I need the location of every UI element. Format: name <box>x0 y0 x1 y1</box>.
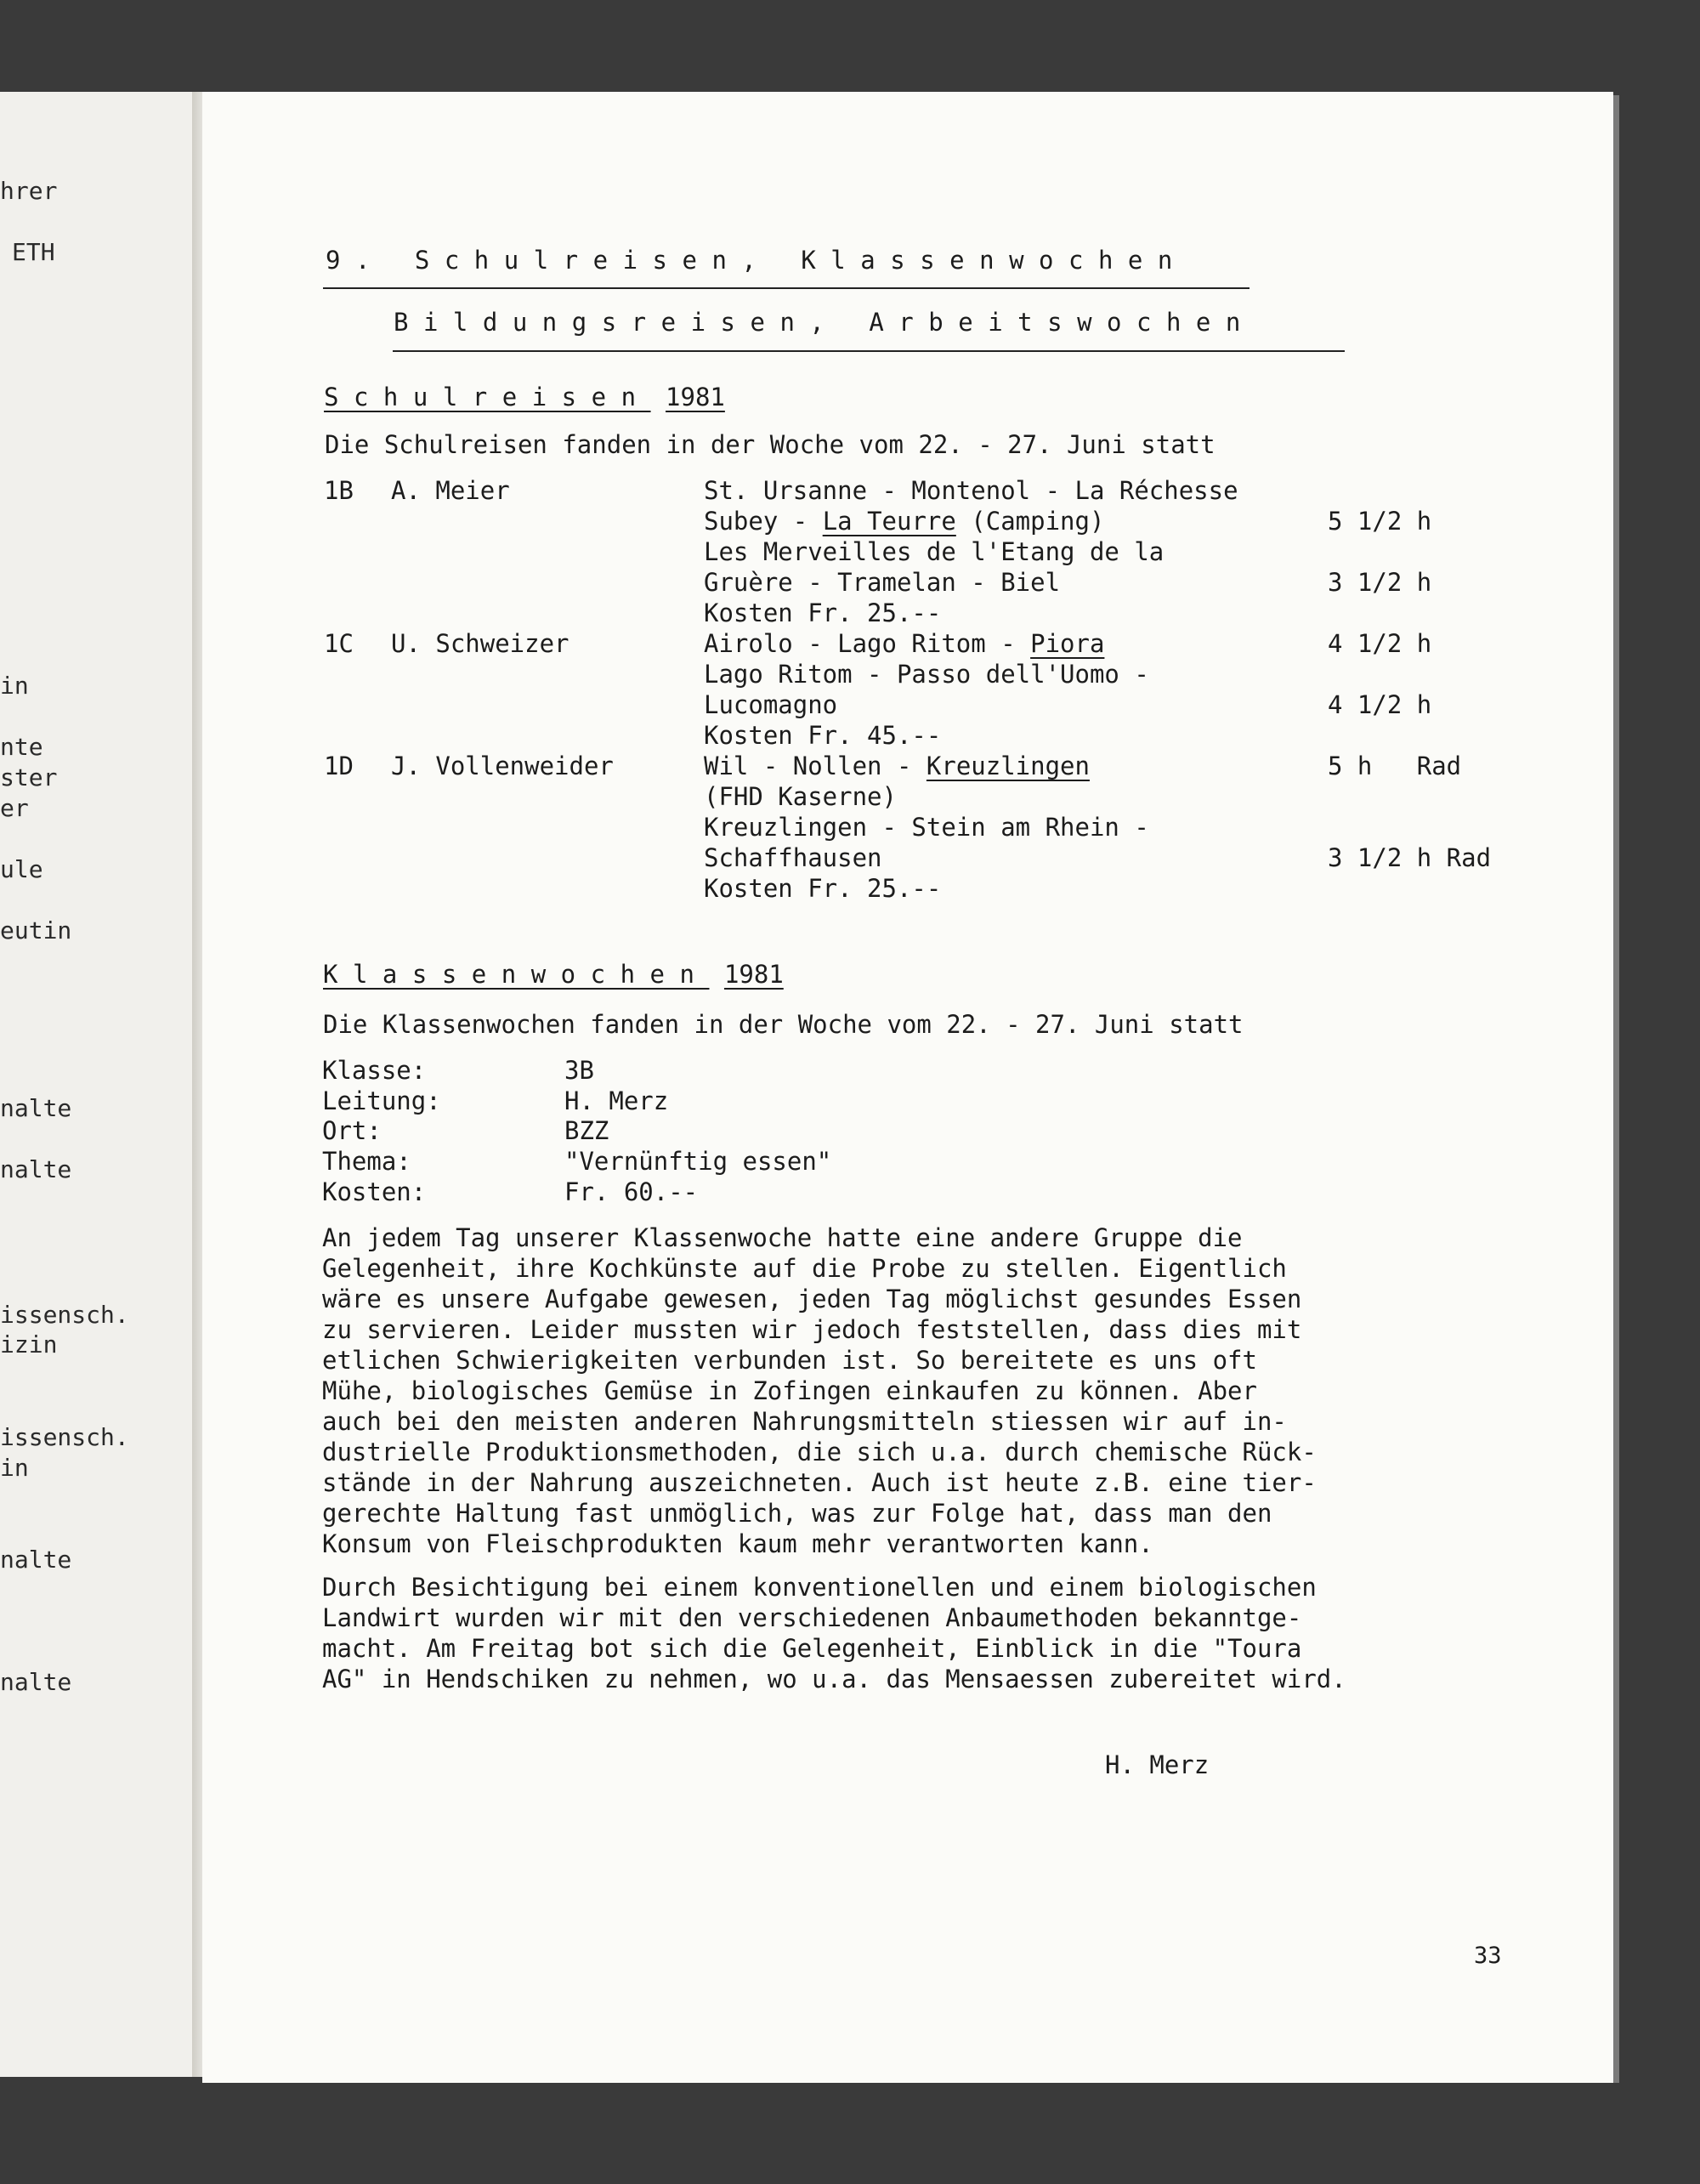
page-number: 33 <box>1474 1943 1502 1969</box>
trip-duration: 5 h Rad <box>1328 752 1462 780</box>
left-page-fragment: issensch. <box>0 1423 129 1451</box>
left-page-fragment: ETH <box>12 238 55 266</box>
paragraph-line: Konsum von Fleischprodukten kaum mehr verantworten kann. <box>322 1529 1153 1558</box>
klassenwochen-year: 1981 <box>723 960 784 989</box>
paragraph-line: etlichen Schwierigkeiten verbunden ist. So bereitete es uns oft <box>322 1346 1257 1375</box>
left-page-fragment: nte <box>0 733 43 761</box>
paragraph-line: An jedem Tag unserer Klassenwoche hatte eine andere Gruppe die <box>322 1223 1243 1252</box>
left-page-fragment: nalte <box>0 1668 72 1696</box>
route-text: Schaffhausen <box>704 843 882 872</box>
schulreisen-year: 1981 <box>666 383 725 411</box>
left-page-fragment: izin <box>0 1330 58 1359</box>
heading-rule2 <box>393 350 1345 352</box>
route-text: Les Merveilles de l'Etang de la <box>704 537 1164 566</box>
left-page-fragment: er <box>0 794 29 822</box>
route-text: Lago Ritom - Passo dell'Uomo - <box>704 660 1149 689</box>
left-page-fragment: ster <box>0 763 58 791</box>
paragraph-line: Landwirt wurden wir mit den verschiedenen Anbaumethoden bekanntge- <box>322 1603 1302 1632</box>
trip-route-line <box>704 509 1104 534</box>
schulreisen-title <box>324 385 725 410</box>
trip-route-line <box>704 690 838 719</box>
paragraph-line: zu servieren. Leider mussten wir jedoch feststellen, dass dies mit <box>322 1315 1302 1344</box>
left-page-fragment: hrer <box>0 177 58 205</box>
heading-line2: Bildungsreisen, Arbeitswochen <box>394 308 1255 337</box>
route-text: Gruère - Tramelan - Biel <box>704 568 1061 597</box>
route-destination: La Teurre <box>822 507 956 536</box>
paragraph-line: auch bei den meisten anderen Nahrungsmitteln stiessen wir auf in- <box>322 1407 1287 1436</box>
paragraph-line: Durch Besichtigung bei einem konventionellen und einem biologischen <box>322 1573 1317 1602</box>
field-label: Ort: <box>322 1116 382 1146</box>
paragraph-line: macht. Am Freitag bot sich die Gelegenheit, Einblick in die "Toura <box>322 1634 1302 1663</box>
trip-leader: A. Meier <box>391 476 510 505</box>
trip-route-line <box>704 815 1149 840</box>
trip-route-line <box>704 476 1238 505</box>
left-page-fragment: nalte <box>0 1546 72 1574</box>
field-value: H. Merz <box>564 1086 669 1115</box>
left-page-fragment: eutin <box>0 916 72 945</box>
trip-duration: 4 1/2 h <box>1328 629 1432 658</box>
field-value: "Vernünftig essen" <box>564 1147 832 1177</box>
trip-route-line <box>704 629 1105 658</box>
left-page-fragment: nalte <box>0 1155 72 1183</box>
trip-duration: 3 1/2 h Rad <box>1328 843 1492 872</box>
field-value: Fr. 60.-- <box>564 1177 699 1206</box>
trip-class: 1B <box>324 476 354 505</box>
paragraph-line: stände in der Nahrung auszeichneten. Auch ist heute z.B. eine tier- <box>322 1468 1317 1497</box>
paragraph-line: Mühe, biologisches Gemüse in Zofingen einkaufen zu können. Aber <box>322 1376 1257 1405</box>
route-text: Kosten Fr. 25.-- <box>704 874 942 903</box>
left-page-fragment: ule <box>0 855 43 883</box>
field-value: BZZ <box>564 1116 609 1146</box>
paragraph-line: gerechte Haltung fast unmöglich, was zur Folge hat, dass man den <box>322 1499 1272 1528</box>
route-text: St. Ursanne - Montenol - La Réchesse <box>704 476 1238 505</box>
trip-leader: J. Vollenweider <box>391 752 614 780</box>
trip-route-line <box>704 782 897 811</box>
field-label: Klasse: <box>322 1056 427 1085</box>
left-page-fragment: issensch. <box>0 1301 129 1329</box>
heading-line1: 9. Schulreisen, Klassenwochen <box>326 246 1187 275</box>
route-text: Kreuzlingen - Stein am Rhein - <box>704 813 1149 842</box>
paragraph-line: AG" in Hendschiken zu nehmen, wo u.a. das Mensaessen zubereitet wird. <box>322 1665 1346 1693</box>
route-text: Airolo - Lago Ritom - <box>704 629 1031 658</box>
left-page <box>0 92 197 2077</box>
trip-route-line <box>704 537 1164 566</box>
trip-route-line <box>704 662 1149 687</box>
trip-class: 1C <box>324 629 354 658</box>
route-text: Lucomagno <box>704 690 838 719</box>
route-text: Wil - Nollen - <box>704 752 926 780</box>
schulreisen-title-text: Schulreisen <box>324 383 651 411</box>
schulreisen-intro: Die Schulreisen fanden in der Woche vom 22. - 27. Juni statt <box>325 430 1216 459</box>
route-destination: Piora <box>1030 629 1105 658</box>
trip-route-line <box>704 876 941 901</box>
signature: H. Merz <box>1105 1750 1210 1779</box>
field-label: Kosten: <box>322 1177 427 1206</box>
route-text: Kosten Fr. 25.-- <box>704 598 942 627</box>
trip-duration: 4 1/2 h <box>1328 690 1432 719</box>
left-page-fragment: in <box>0 672 29 700</box>
trip-route-line <box>704 723 941 748</box>
trip-route-line <box>704 754 1090 779</box>
paragraph-line: dustrielle Produktionsmethoden, die sich u.a. durch chemische Rück- <box>322 1438 1317 1466</box>
route-text-after: (Camping) <box>955 507 1105 536</box>
trip-route-line <box>704 843 882 872</box>
route-text: Kosten Fr. 45.-- <box>704 721 942 750</box>
field-label: Thema: <box>322 1147 411 1177</box>
trip-duration: 5 1/2 h <box>1328 507 1432 536</box>
route-destination: Kreuzlingen <box>926 752 1090 780</box>
trip-leader: U. Schweizer <box>391 629 570 658</box>
trip-route-line <box>704 598 942 627</box>
field-value: 3B <box>564 1056 594 1085</box>
route-text: Subey - <box>704 507 823 536</box>
field-label: Leitung: <box>322 1086 441 1115</box>
trip-route-line <box>704 570 1060 595</box>
route-text: (FHD Kaserne) <box>704 782 897 811</box>
paragraph-line: Gelegenheit, ihre Kochkünste auf die Probe zu stellen. Eigentlich <box>322 1254 1287 1283</box>
trip-duration: 3 1/2 h <box>1328 568 1432 597</box>
klassenwochen-intro: Die Klassenwochen fanden in der Woche vom 22. - 27. Juni statt <box>323 1010 1244 1039</box>
heading-rule1 <box>323 287 1250 289</box>
left-page-fragment: in <box>0 1454 29 1482</box>
left-page-fragment: nalte <box>0 1094 72 1122</box>
klassenwochen-title-text: Klassenwochen <box>323 960 710 989</box>
klassenwochen-title <box>323 962 784 987</box>
trip-class: 1D <box>324 752 354 780</box>
paragraph-line: wäre es unsere Aufgabe gewesen, jeden Tag möglichst gesundes Essen <box>322 1285 1302 1313</box>
